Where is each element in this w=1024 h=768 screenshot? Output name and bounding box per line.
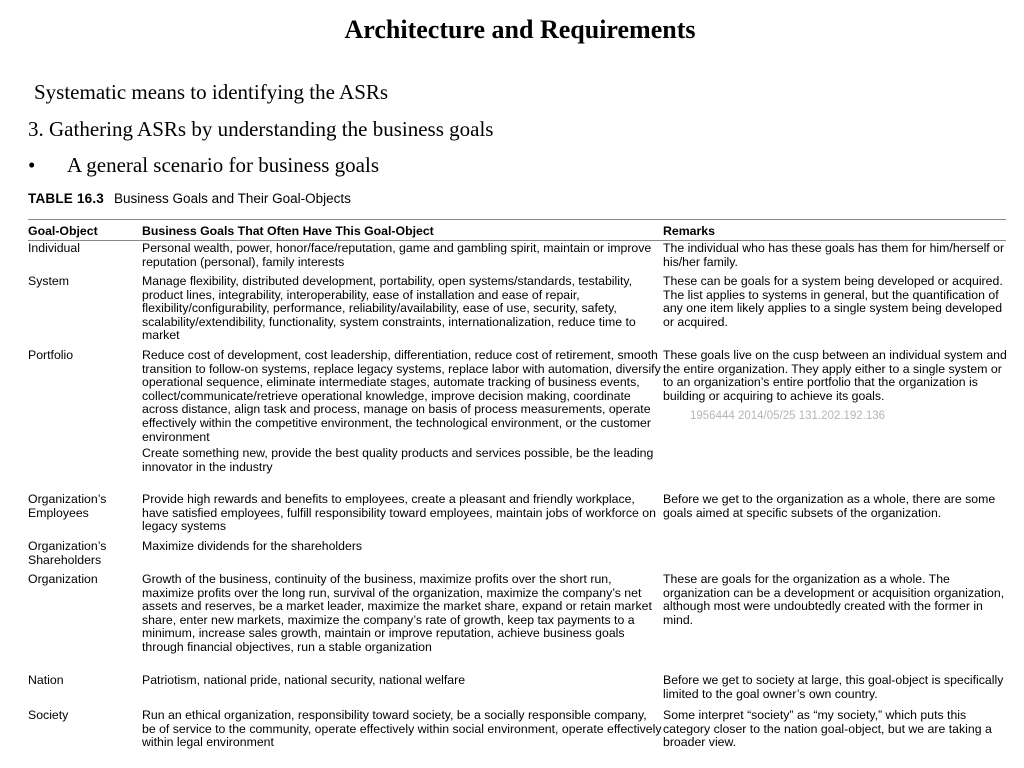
table-top-rule <box>28 219 1006 220</box>
goals-table <box>28 222 1008 753</box>
row-goal-object: Individual <box>28 241 80 255</box>
bullet-3 <box>0 147 1024 183</box>
row-business-goals: Reduce cost of development, cost leadership, differentiation, reduce cost of retirement, smooth transition to follow-on systems, replace legacy systems, replace labor with automation, diversify operational sequence, eliminate intermediate stages, automate tracking of business events, collect/communicate/retrieve operational knowledge, improve decision making, coordinate across distance, align task and process, manage on basis of process measurements, operate effectively within the competitive environment, the technological environment, or the customer environment <box>142 348 661 444</box>
bullet-list <box>0 74 1024 183</box>
row-remarks: The individual who has these goals has them for him/herself or his/her family. <box>663 241 1005 269</box>
table-row <box>28 573 1008 674</box>
watermark-text: 1956444 2014/05/25 131.202.192.136 <box>690 410 886 422</box>
row-remarks: Some interpret “society” as “my society,” which puts this category closer to the nation goal-object, but we are taking a broader view. <box>663 708 992 750</box>
row-business-goals: Personal wealth, power, honor/face/reputation, game and gambling spirit, maintain or improve reputation (personal), family interests <box>142 241 652 269</box>
row-remarks: Before we get to the organization as a whole, there are some goals aimed at specific subsets of the organization. <box>663 492 996 520</box>
table-caption-text: Business Goals and Their Goal-Objects <box>114 191 351 206</box>
header-goal-object: Goal-Object <box>28 224 98 238</box>
row-remarks: These can be goals for a system being developed or acquired. The list applies to systems in general, but the quantification of any one item likely applies to a single system being developed or acquired. <box>663 274 1003 329</box>
row-remarks: These are goals for the organization as a whole. The organization can be a development or acquisition organization, although most were undoubtedly created with the former in mind. <box>663 572 1005 627</box>
row-goal-object: System <box>28 274 69 288</box>
table-row <box>28 540 1008 573</box>
table-header-row <box>28 222 1008 242</box>
table-row <box>28 242 1008 275</box>
row-remarks: Before we get to society at large, this goal-object is specifically limited to the goal owner’s own country. <box>663 673 1004 701</box>
row-goal-object: Society <box>28 708 69 722</box>
row-business-goals-extra: Create something new, provide the best quality products and services possible, be the leading innovator in the industry <box>142 446 654 474</box>
row-goal-object: Portfolio <box>28 348 74 362</box>
bullet-2: 3. Gathering ASRs by understanding the business goals <box>28 117 494 141</box>
table-row <box>28 674 1008 709</box>
row-business-goals: Patriotism, national pride, national security, national welfare <box>142 673 466 687</box>
row-business-goals-cell <box>142 349 663 493</box>
row-business-goals: Growth of the business, continuity of the business, maximize profits over the short run, maximize profits over the long run, survival of the organization, maximize the company’s net assets and reserves, be a market leader, maximize the market share, expand or retain market share, enter new markets, maximize the company’s rate of growth, keep tax payments to a minimum, increase sales growth, maintain or improve reputation, achieve business goals through financial objectives, run a stable organization <box>142 572 652 654</box>
table-row <box>28 493 1008 540</box>
header-business-goals: Business Goals That Often Have This Goal-Object <box>142 224 434 238</box>
row-goal-object: Organization’s Employees <box>28 492 107 520</box>
table-caption <box>28 190 351 208</box>
row-goal-object: Nation <box>28 673 64 687</box>
row-goal-object: Organization’s Shareholders <box>28 539 107 567</box>
row-business-goals: Manage flexibility, distributed development, portability, open systems/standards, testability, product lines, integrability, interoperability, ease of installation and ease of repair, flexibility/configurability, performance, reliability/availability, ease of use, security, safety, scalability/extendibility, functionality, system constraints, internationalization, reduce time to market <box>142 274 636 343</box>
row-goal-object: Organization <box>28 572 98 586</box>
row-business-goals: Run an ethical organization, responsibility toward society, be a socially responsible company, be of service to the community, operate effectively within social environment, operate effectively within legal environment <box>142 708 662 750</box>
table-row <box>28 275 1008 349</box>
bullet-3-text: A general scenario for business goals <box>67 153 379 177</box>
row-remarks: These goals live on the cusp between an individual system and the entire organization. They apply either to a single system or to an organization’s entire portfolio that the organization is building or acquiring to achieve its goals. <box>663 348 1007 403</box>
row-business-goals: Maximize dividends for the shareholders <box>142 539 363 553</box>
row-business-goals: Provide high rewards and benefits to employees, create a pleasant and friendly workplace, have satisfied employees, fulfill responsibility toward employees, maintain jobs of workforce on legacy systems <box>142 492 656 534</box>
bullet-1: Systematic means to identifying the ASRs <box>34 80 389 104</box>
row-remarks <box>663 540 1007 573</box>
slide-title: Architecture and Requirements <box>344 15 696 44</box>
bullet-dot-icon: • <box>28 153 36 177</box>
table-row <box>28 709 1008 753</box>
header-remarks: Remarks <box>663 224 715 238</box>
table-number: TABLE 16.3 <box>28 191 105 206</box>
